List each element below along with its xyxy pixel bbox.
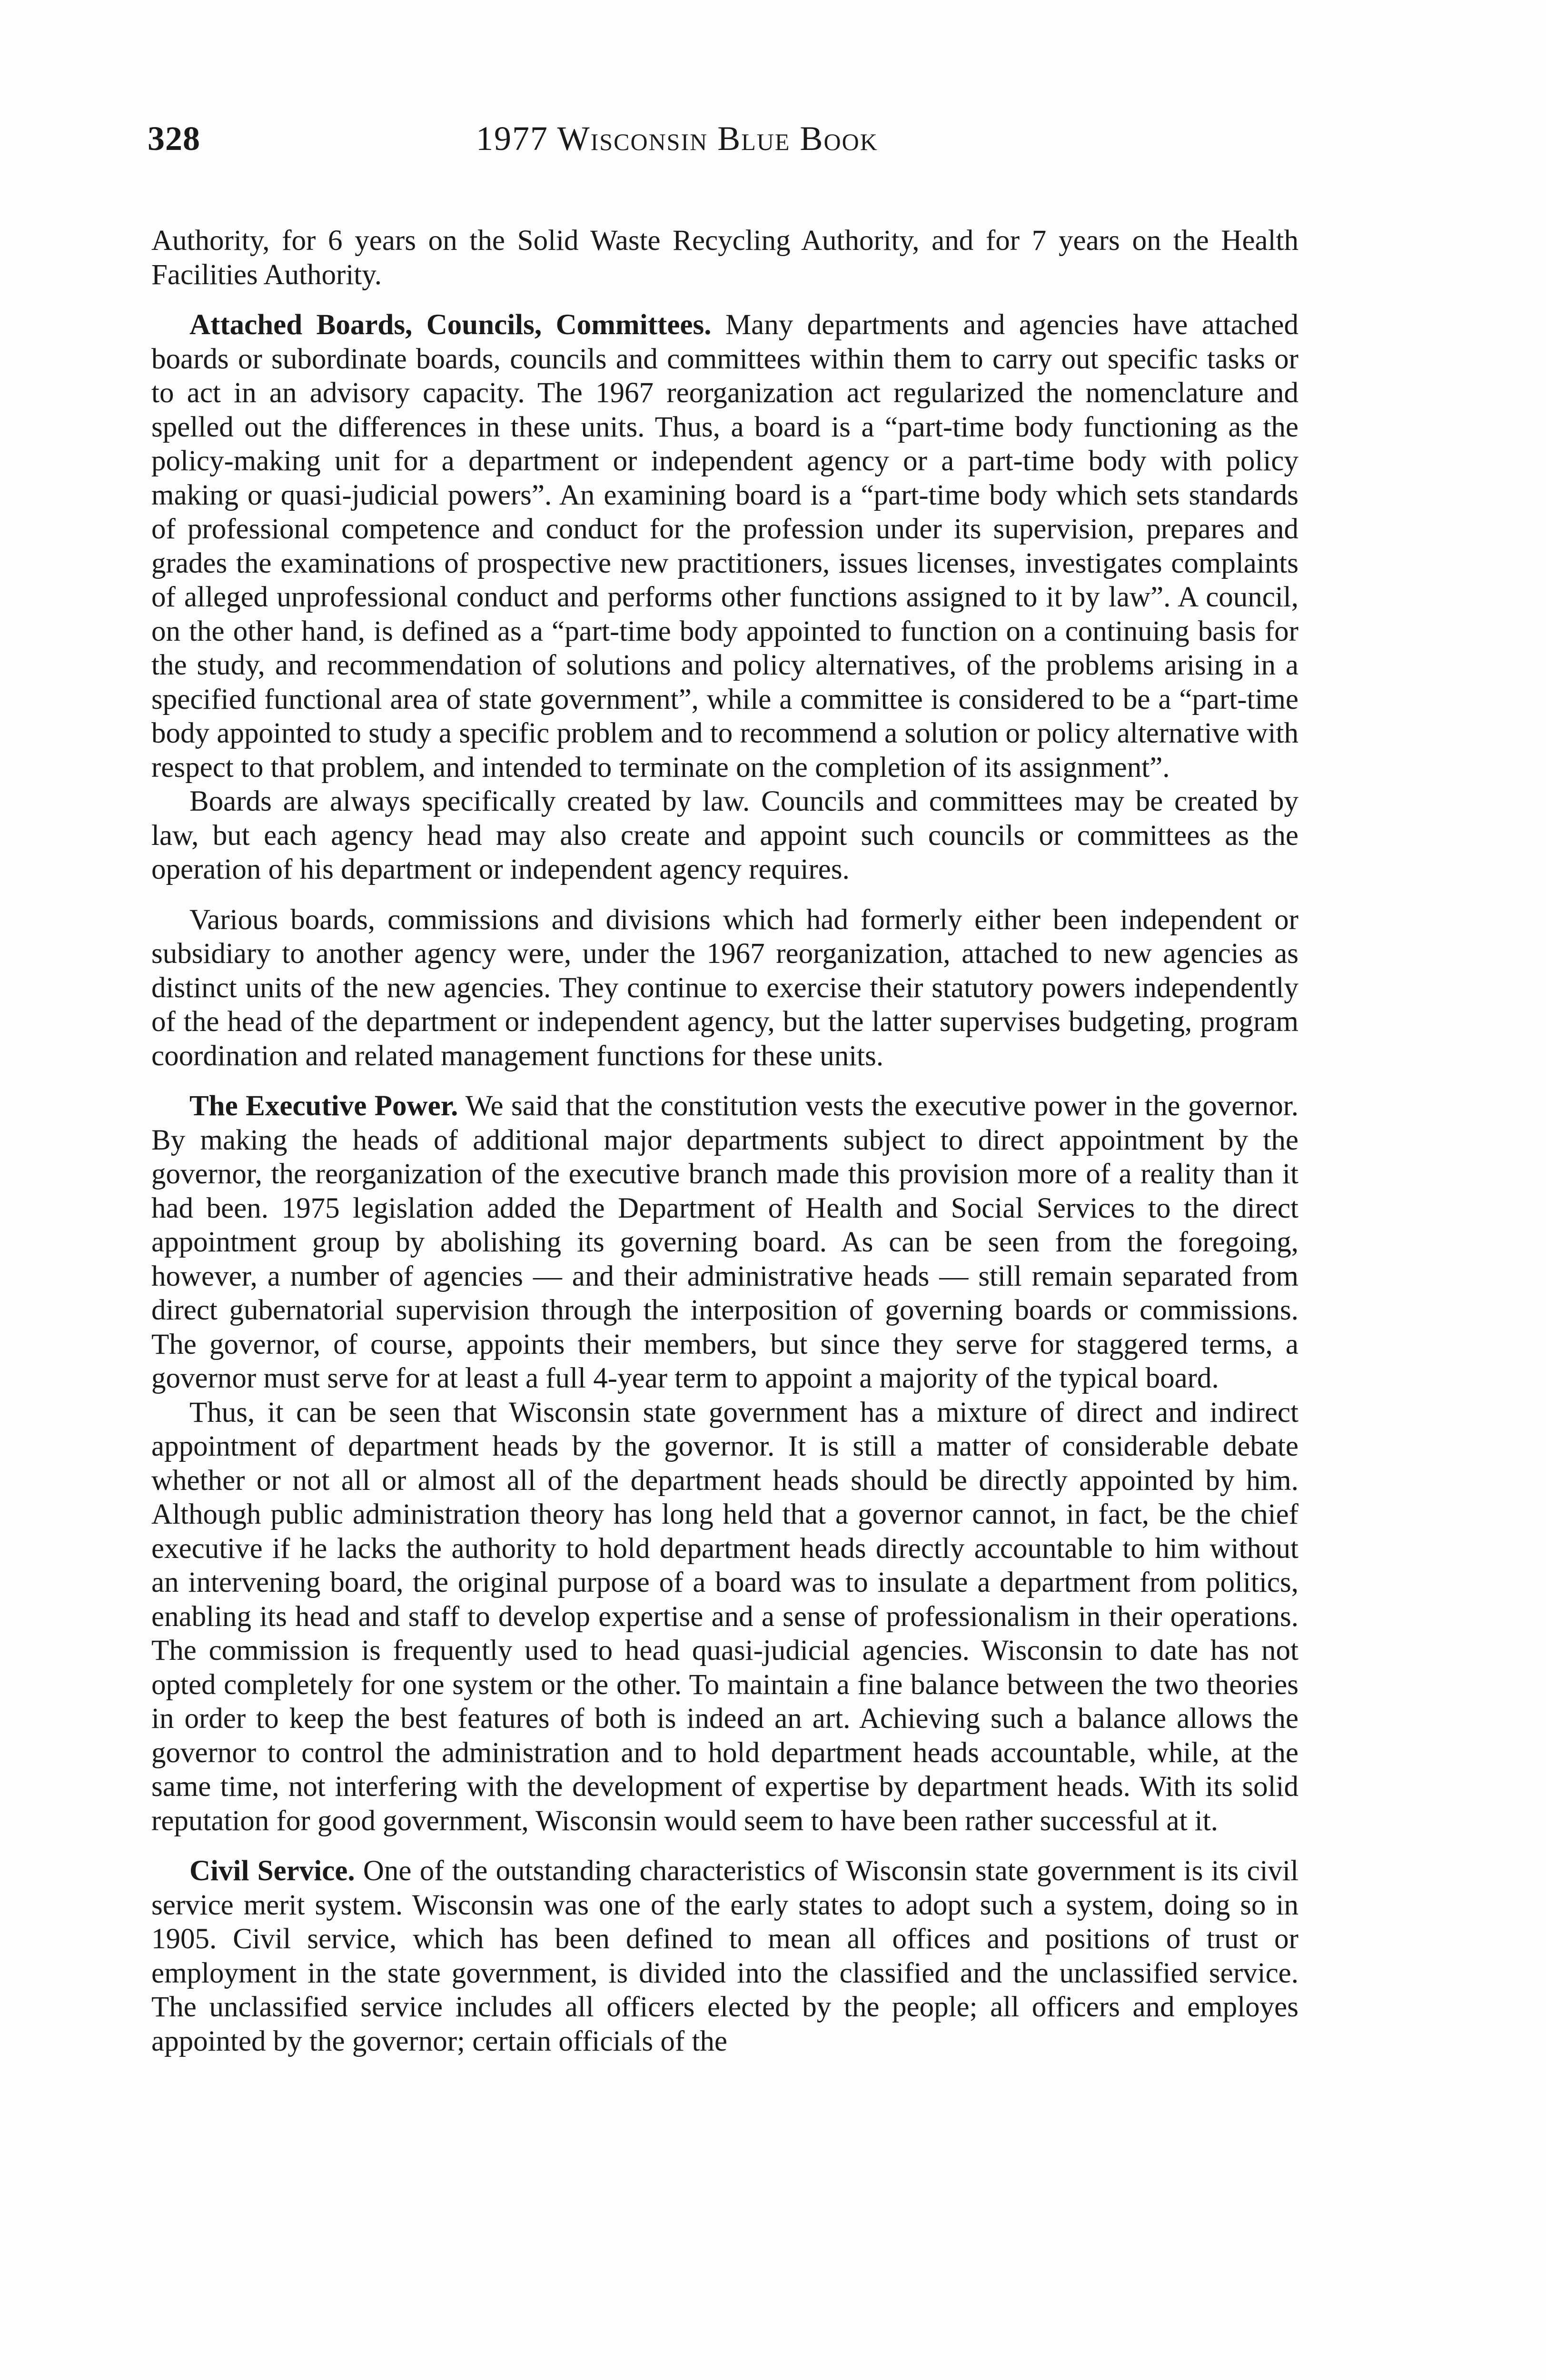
body-text xyxy=(151,224,1298,2058)
book-title: 1977 Wisconsin Blue Book xyxy=(476,119,878,158)
page-number: 328 xyxy=(148,119,200,158)
paragraph-various-boards xyxy=(151,903,1298,1073)
paragraph-continuation xyxy=(151,224,1298,292)
paragraph-text: Boards are always specifically created by law. Councils and committees may be created by law, but each agency head may also create and appoint such councils or committees as the operation of his department or independent agency requires. xyxy=(151,785,1298,885)
paragraph-text: Thus, it can be seen that Wisconsin state government has a mixture of direct and indirect appointment of department heads by the governor. It is still a matter of considerable debate whether or not all or almost all of the department heads should be directly appointed by him. Although public administration theory has long held that a governor cannot, in fact, be the chief executive if he lacks the authority to hold department heads directly accountable to him without an intervening board, the original purpose of a board was to insulate a department from politics, enabling its head and staff to develop expertise and a sense of professionalism in their operations. The commission is frequently used to head quasi-judicial agencies. Wisconsin to date has not opted completely for one system or the other. To maintain a fine balance between the two theories in order to keep the best features of both is indeed an art. Achieving such a balance allows the governor to control the administration and to hold department heads accountable, while, at the same time, not interfering with the development of expertise by department heads. With its solid reputation for good government, Wisconsin would seem to have been rather successful at it. xyxy=(151,1396,1298,1837)
paragraph-text: Authority, for 6 years on the Solid Waste Recycling Authority, and for 7 years on the Health Facilities Authority. xyxy=(151,225,1298,291)
section-heading: Attached Boards, Councils, Committees. xyxy=(189,309,712,341)
paragraph-civil-service xyxy=(151,1854,1298,2058)
paragraph-attached-boards xyxy=(151,308,1298,784)
paragraph-boards-created xyxy=(151,784,1298,887)
paragraph-text: Various boards, commissions and divisions which had formerly either been independent or subsidiary to another agency were, under the 1967 reorganization, attached to new agencies as distinct units of the new agencies. They continue to exercise their statutory powers independently of the head of the department or independent agency, but the latter supervises budgeting, program coordination and related management functions for these units. xyxy=(151,903,1298,1072)
paragraph-text: We said that the constitution vests the executive power in the governor. By making the heads of additional major departments subject to direct appointment by the governor, the reorganization of the executive branch made this provision more of a reality than it had been. 1975 legislation added the Department of Health and Social Services to the direct appointment group by abolishing its governing board. As can be seen from the foregoing, however, a number of agencies — and their administrative heads — still remain separated from direct gubernatorial supervision through the interposition of governing boards or commissions. The governor, of course, appoints their members, but since they serve for staggered terms, a governor must serve for at least a full 4-year term to appoint a majority of the typical board. xyxy=(151,1090,1298,1394)
paragraph-mixture-appointment xyxy=(151,1396,1298,1838)
section-heading: The Executive Power. xyxy=(189,1090,458,1122)
paragraph-text: One of the outstanding characteristics of Wisconsin state government is its civil service merit system. Wisconsin was one of the early states to adopt such a system, doing so in 1905. Civil service, which has been defined to mean all offices and positions of trust or employment in the state government, is divided into the classified and the unclassified service. The unclassified service includes all officers elected by the people; all officers and employes appointed by the governor; certain officials of the xyxy=(151,1855,1298,2057)
section-heading: Civil Service. xyxy=(189,1855,355,1887)
paragraph-text: Many departments and agencies have attached boards or subordinate boards, councils and committees within them to carry out specific tasks or to act in an advisory capacity. The 1967 reorganization act regularized the nomenclature and spelled out the differences in these units. Thus, a board is a “part-time body functioning as the policy-making unit for a department or independent agency or a part-time body with policy making or quasi-judicial powers”. An examining board is a “part-time body which sets standards of professional competence and conduct for the profession under its supervision, prepares and grades the examinations of prospective new practitioners, issues licenses, investigates complaints of alleged unprofessional conduct and performs other functions assigned to it by law”. A council, on the other hand, is defined as a “part-time body appointed to function on a continuing basis for the study, and recommendation of solutions and policy alternatives, of the problems arising in a specified functional area of state government”, while a committee is considered to be a “part-time body appointed to study a specific problem and to recommend a solution or policy alternative with respect to that problem, and intended to terminate on the completion of its assignment”. xyxy=(151,309,1299,783)
paragraph-executive-power xyxy=(151,1089,1298,1396)
running-header xyxy=(148,119,1299,162)
